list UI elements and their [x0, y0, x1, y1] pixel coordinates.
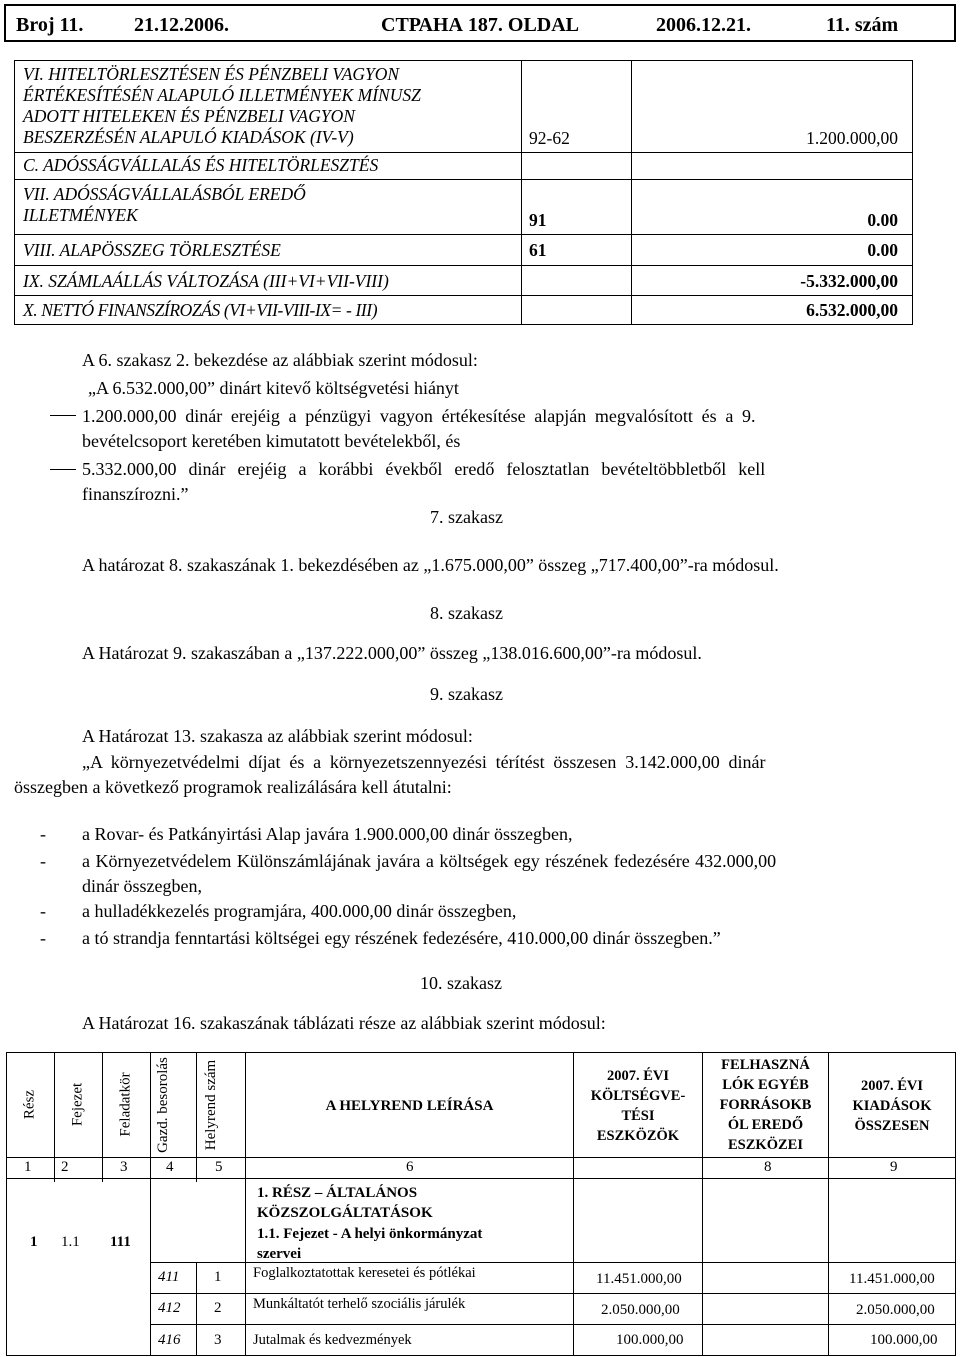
list-item: a Környezetvédelem Különszámlájának javára a költségek egy részének fedezésére 432.000,00	[82, 851, 777, 871]
section-8-title: 8. szakasz	[430, 603, 503, 623]
col-header-resz: Rész	[21, 1089, 38, 1120]
issue-number: Broj 11.	[16, 14, 84, 36]
para-6-item2-a: 5.332.000,00 dinár erejéig a korábbi évekből eredő felosztatlan bevételtöbbletből kell	[82, 459, 766, 479]
page-header	[4, 4, 956, 42]
para-6-item2-b: finanszírozni.”	[82, 484, 189, 504]
code-fejezet: 1.1	[61, 1234, 80, 1250]
fin-amount: 1.200.000,00	[806, 128, 898, 148]
list-item: dinár összegben,	[82, 876, 202, 896]
para-6-item1-a: 1.200.000,00 dinár erejéig a pénzügyi vagyon értékesítése alapján megvalósított és a 9.	[82, 406, 756, 426]
section-9-title: 9. szakasz	[430, 684, 503, 704]
fin-amount: 6.532.000,00	[806, 300, 898, 320]
chapter-heading: 1.1. Fejezet - A helyi önkormányzat szervei	[257, 1226, 483, 1262]
fin-amount: -5.332.000,00	[800, 271, 898, 291]
fin-row-vi: VI. HITELTÖRLESZTÉSEN ÉS PÉNZBELI VAGYON ÉRTÉKESÍTÉSÉN ALAPULÓ ILLETMÉNYEK MÍNUSZ ADOTT HITELEKEN ÉS PÉNZBELI VAGYON BESZERZÉSÉN ALAPULÓ KIADÁSOK (IV-V) 92-62 1.200.000,00	[15, 61, 912, 153]
list-item: a tó strandja fenntartási költségei egy részének fedezésére, 410.000,00 dinár összegben.”	[82, 928, 721, 948]
section-8-text: A Határozat 9. szakaszában a „137.222.000,00” összeg „138.016.600,00”-ra módosul.	[82, 643, 702, 663]
para-6-intro: A 6. szakasz 2. bekezdése az alábbiak szerint módosul:	[82, 350, 478, 370]
list-item: a Rovar- és Patkányirtási Alap javára 1.900.000,00 dinár összegben,	[82, 824, 573, 844]
col-header-gazd: Gazd. besorolás	[155, 1057, 171, 1153]
col-header-budget: 2007. ÉVI KÖLTSÉGVE- TÉSI ESZKÖZÖK	[590, 1068, 686, 1144]
fin-code: 91	[529, 210, 547, 230]
fin-code: 61	[529, 240, 547, 260]
col-header-desc: A HELYREND LEÍRÁSA	[325, 1098, 494, 1114]
section-9-text: A Határozat 13. szakasza az alábbiak szerint módosul:	[82, 726, 473, 746]
col-header-total: 2007. ÉVI KIADÁSOK ÖSSZESEN	[852, 1078, 932, 1134]
fin-amount: 0.00	[867, 210, 898, 230]
section-7-text: A határozat 8. szakaszának 1. bekezdésében az „1.675.000,00” összeg „717.400,00”-ra módosul.	[82, 555, 779, 575]
section-10-title: 10. szakasz	[420, 973, 502, 993]
code-resz: 1	[30, 1234, 38, 1250]
section-9-quote-b: összegben a következő programok realizálására kell átutalni:	[14, 777, 452, 797]
fin-row-vii: VII. ADÓSSÁGVÁLLALÁSBÓL EREDŐ ILLETMÉNYEK 91 0.00	[15, 180, 912, 235]
para-6-quote: „A 6.532.000,00” dinárt kitevő költségvetési hiányt	[88, 378, 459, 398]
col-header-other: FELHASZNÁ LÓK EGYÉB FORRÁSOKB ÓL EREDŐ ESZKÖZEI	[719, 1057, 812, 1153]
col-header-feladatkor: Feladatkör	[117, 1072, 134, 1137]
issue-date-hu: 2006.12.21.	[656, 14, 751, 36]
section-heading: 1. RÉSZ – ÁLTALÁNOS KÖZSZOLGÁLTATÁSOK	[257, 1185, 433, 1221]
issue-date-sr: 21.12.2006.	[134, 14, 229, 36]
financing-table	[14, 60, 913, 325]
fin-row-viii: VIII. ALAPÖSSZEG TÖRLESZTÉSE 61 0.00	[15, 235, 912, 266]
col-header-fejezet: Fejezet	[69, 1082, 86, 1127]
dash-bullet	[50, 469, 76, 470]
code-feladat: 111	[110, 1234, 131, 1250]
section-7-title: 7. szakasz	[430, 507, 503, 527]
col-header-helyrend: Helyrend szám	[203, 1059, 219, 1151]
fin-row-ix: IX. SZÁMLAÁLLÁS VÁLTOZÁSA (III+VI+VII-VIII) -5.332.000,00	[15, 266, 912, 296]
section-9-quote-a: „A környezetvédelmi díjat és a környezetszennyezési térítést összesen 3.142.000,00 dinár	[82, 752, 766, 772]
dash-bullet	[50, 415, 76, 416]
page-label: СТРАНА 187. OLDAL	[381, 14, 580, 36]
para-6-item1-b: bevételcsoport keretében kimutatott bevételekből, és	[82, 431, 461, 451]
list-item: a hulladékkezelés programjára, 400.000,00 dinár összegben,	[82, 901, 517, 921]
appropriations-table: Rész Fejezet Feladatkör Gazd. besorolás Helyrend szám A HELYREND LEÍRÁSA 2007. ÉVI KÖLTSÉGVE- TÉSI ESZKÖZÖK FELHASZNÁ LÓK EGYÉB FORRÁSOKB ÓL EREDŐ ESZKÖZEI 2007. ÉVI KIADÁSOK ÖSSZESEN 1 2 3 4 5 6 8 9 1. RÉSZ – ÁLTALÁNOS KÖZSZOLGÁLTATÁSOK 1.1. Fejezet - A helyi önkormányzat szervei 1 1.1 111 411 1 Foglalkoztatottak keresetei és pótlékai 11.451.000,00 11.451.000,00 412 2 Munkáltatót terhelő szociális járulék 2.050.000,00 2.050.000,00 416 3 Jutalmak és kedvezmények 100.000,00 100.000,00	[6, 1052, 956, 1357]
fin-row-x: X. NETTÓ FINANSZÍROZÁS (VI+VII-VIII-IX= - III) 6.532.000,00	[23, 300, 898, 320]
fin-row-c: C. ADÓSSÁGVÁLLALÁS ÉS HITELTÖRLESZTÉS	[15, 153, 912, 180]
fin-amount: 0.00	[867, 240, 898, 260]
issue-szam: 11. szám	[826, 14, 899, 36]
fin-code: 92-62	[529, 128, 570, 148]
section-10-text: A Határozat 16. szakaszának táblázati része az alábbiak szerint módosul:	[82, 1013, 606, 1033]
